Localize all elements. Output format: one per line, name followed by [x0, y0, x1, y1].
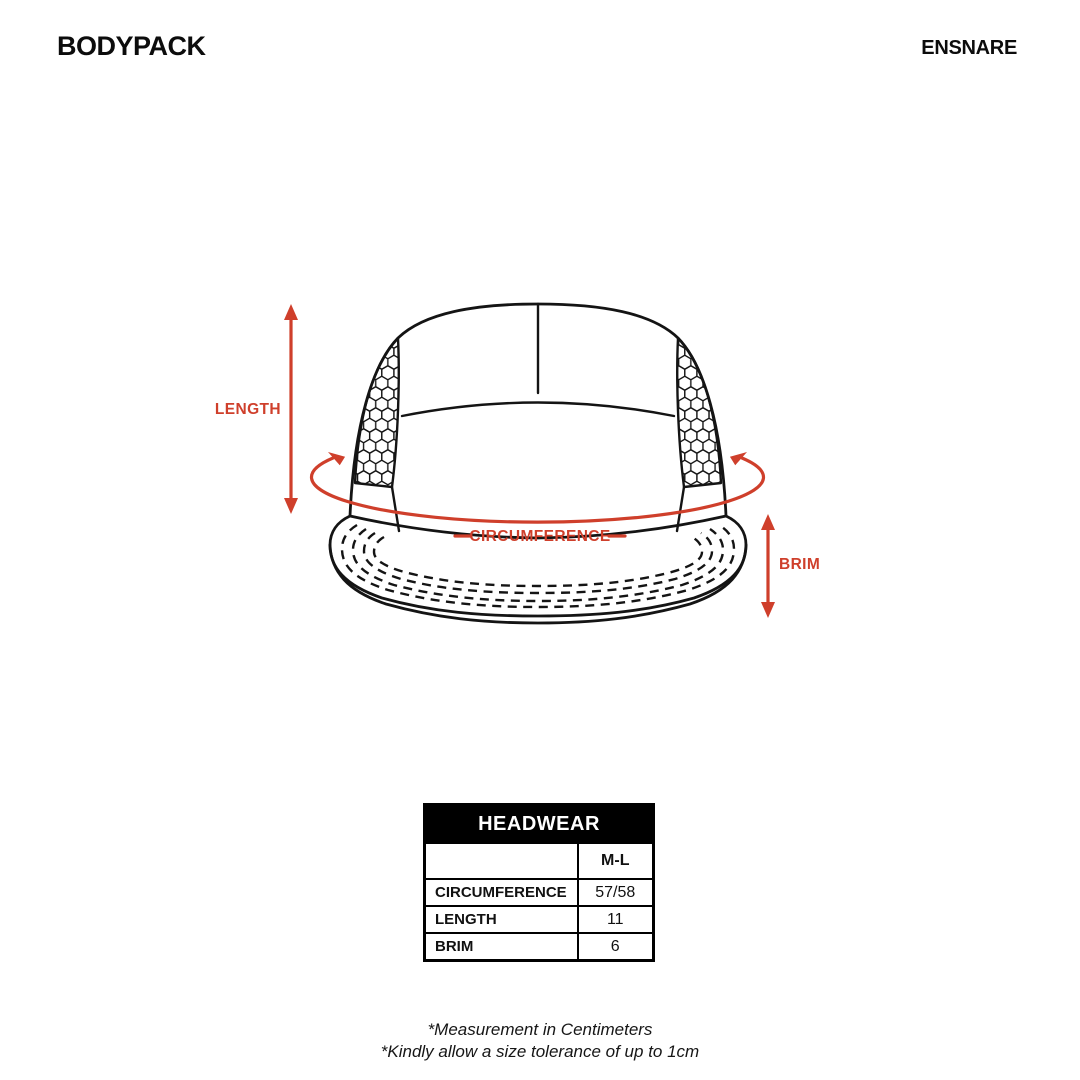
- footnote-size-tolerance: *Kindly allow a size tolerance of up to 1cm: [380, 1041, 700, 1061]
- mesh-panel-right: [677, 338, 721, 487]
- table-row: [425, 879, 654, 906]
- row-label: CIRCUMFERENCE: [425, 879, 578, 906]
- mesh-panel-left: [355, 338, 399, 487]
- brim-annotation: [761, 514, 820, 618]
- size-table-empty-cell: [425, 843, 578, 879]
- size-table: [423, 803, 655, 962]
- row-value: 57/58: [578, 879, 654, 906]
- length-label: LENGTH: [214, 401, 281, 418]
- row-value: 6: [578, 933, 654, 961]
- circumference-label: CIRCUMFERENCE: [469, 528, 611, 545]
- size-table-size-row: [425, 843, 654, 879]
- row-label: LENGTH: [425, 906, 578, 933]
- length-arrow-head-top: [284, 304, 298, 320]
- brim-label: BRIM: [779, 556, 821, 573]
- size-table-title: HEADWEAR: [425, 805, 654, 844]
- table-row: [425, 933, 654, 961]
- footnote-measurement-units: *Measurement in Centimeters: [427, 1020, 653, 1039]
- row-value: 11: [578, 906, 654, 933]
- footnotes: [0, 1019, 1080, 1062]
- cap-drawing: [330, 304, 746, 623]
- length-annotation: [215, 304, 298, 514]
- front-horizontal-seam: [402, 403, 674, 417]
- product-name: ENSNARE: [921, 37, 1017, 59]
- brim-arrow-head-bottom: [761, 602, 775, 618]
- circumference-arrow-head-right: [730, 448, 750, 465]
- row-label: BRIM: [425, 933, 578, 961]
- size-column-header: M-L: [578, 843, 654, 879]
- brand-logo: BODYPACK: [57, 31, 206, 61]
- circumference-arrow-head-left: [325, 448, 345, 465]
- table-row: [425, 906, 654, 933]
- brim-arrow-head-top: [761, 514, 775, 530]
- length-arrow-head-bottom: [284, 498, 298, 514]
